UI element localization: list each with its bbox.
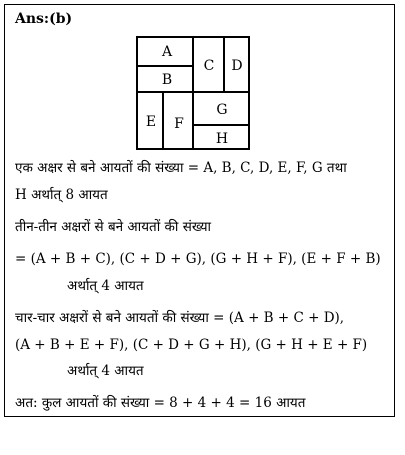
solution-line-7: (A + B + E + F), (C + D + G + H), (G + H + E + F) <box>15 337 368 353</box>
label-f: F <box>174 116 184 132</box>
divider-ab <box>138 65 193 67</box>
solution-line-1: एक अक्षर से बने आयतों की संख्या = A, B, C, D, E, F, G तथा <box>15 160 347 176</box>
divider-bottom-vertical-2 <box>192 92 194 148</box>
solution-line-3: तीन-तीन अक्षरों से बने आयतों की संख्या <box>15 219 212 235</box>
label-d: D <box>231 58 243 74</box>
label-h: H <box>215 131 229 147</box>
answer-heading: Ans:(b) <box>15 11 73 27</box>
solution-line-6: चार-चार अक्षरों से बने आयतों की संख्या = (A + B + C + D), <box>15 310 345 326</box>
solution-line-2: H अर्थात् 8 आयत <box>15 187 108 203</box>
divider-gh <box>193 124 248 126</box>
label-e: E <box>145 114 157 130</box>
solution-line-4: = (A + B + C), (C + D + G), (G + H + F), (E + F + B) <box>15 251 381 267</box>
label-g: G <box>216 102 228 118</box>
rectangle-figure <box>136 36 250 150</box>
label-b: B <box>161 72 173 88</box>
divider-bottom-vertical-1 <box>162 92 164 148</box>
label-c: C <box>203 58 215 74</box>
solution-line-9: अत: कुल आयतों की संख्या = 8 + 4 + 4 = 16 आयत <box>15 395 306 411</box>
solution-line-8: अर्थात् 4 आयत <box>67 363 144 379</box>
divider-top-vertical-2 <box>223 38 225 92</box>
label-a: A <box>161 44 173 60</box>
answer-card <box>4 4 395 417</box>
solution-line-5: अर्थात् 4 आयत <box>67 278 144 294</box>
